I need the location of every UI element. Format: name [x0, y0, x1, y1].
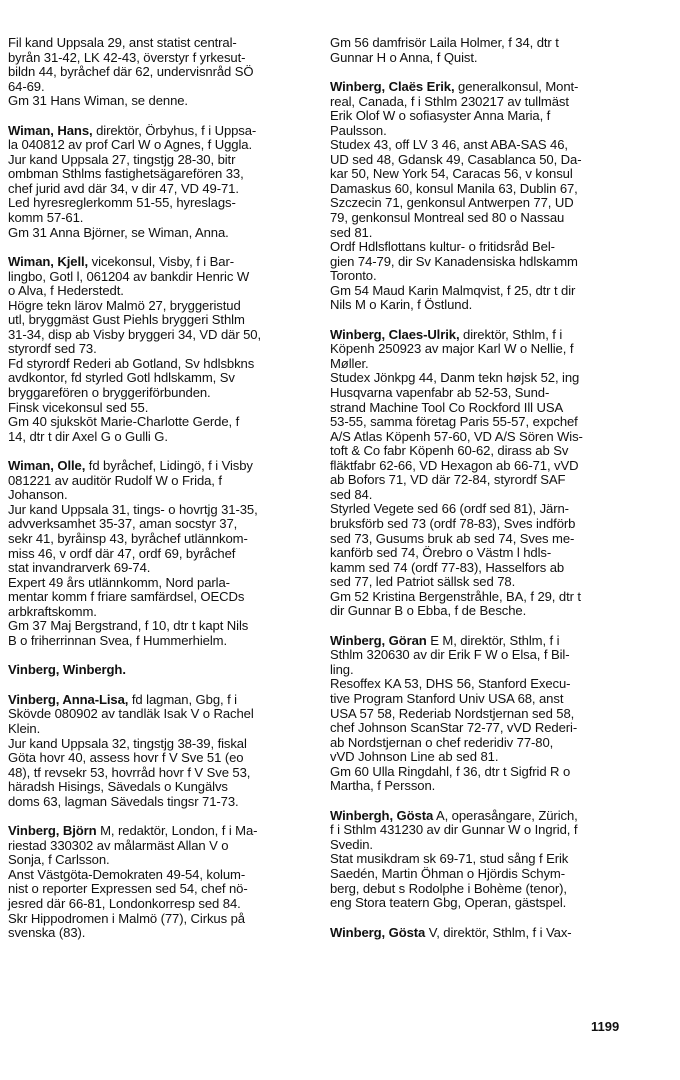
entry-paragraph — [8, 299, 314, 357]
entry-text: fd lagman, Gbg, f i Skövde 080902 av tandläk Isak V o Rachel Klein. — [8, 691, 254, 736]
entry-text: Ordf Hdlsflottans kultur- o fritidsråd Bel- gien 74-79, dir Sv Kanadensiska hdlskamm Toronto. — [330, 239, 578, 284]
biography-entry — [8, 693, 314, 809]
entry-paragraph — [8, 255, 314, 299]
entry-name: Wiman, Hans, — [8, 122, 93, 138]
entry-paragraph — [8, 459, 314, 503]
biography-entry — [330, 809, 636, 911]
entry-paragraph — [330, 809, 636, 853]
entry-name: Winberg, Gösta — [330, 924, 426, 940]
entry-text: E M, direktör, Sthlm, f i Sthlm 320630 av dir Erik F W o Elsa, f Bil- ling. — [330, 632, 570, 677]
entry-text: Gm 31 Anna Björner, se Wiman, Anna. — [8, 224, 229, 240]
entry-name: Winbergh, Gösta — [330, 807, 434, 823]
entry-paragraph — [8, 357, 314, 401]
entry-paragraph — [330, 502, 636, 589]
entry-text: Jur kand Uppsala 32, tingstjg 38-39, fiskal Göta hovr 40, assess hovr f V Sve 51 (eo 48), tf revsekr 53, hovrråd hovr f V Sve 53, häradsh Hisings, Sävedals o Kungälvs doms 63, lagman Sävedals tingsr 71-73. — [8, 735, 251, 809]
entry-paragraph — [330, 371, 636, 502]
entry-paragraph — [330, 852, 636, 910]
entry-paragraph — [330, 590, 636, 619]
entry-text: Fil kand Uppsala 29, anst statist central- byrån 31-42, LK 42-43, överstyr f yrkesut- bildn 44, byråchef där 62, undervisnråd SÖ 64-69. — [8, 35, 254, 94]
entry-text: generalkonsul, Mont- real, Canada, f i Sthlm 230217 av tullmäst Erik Olof W o sofiasyster Anna Maria, f Paulsson. — [330, 79, 579, 138]
entry-text: Studex 43, off LV 3 46, anst ABA-SAS 46, UD sed 48, Gdansk 49, Casablanca 50, Da- kar 50, New York 54, Caracas 56, v konsul Damaskus 60, konsul Manila 63, Dublin 67, Szczecin 71, genkonsul Antwerpen 77, UD 79, genkonsul Montreal sed 80 o Nassau sed 81. — [330, 137, 582, 240]
biography-entry — [8, 824, 314, 940]
entry-text: Resoffex KA 53, DHS 56, Stanford Execu- tive Program Stanford Univ USA 68, anst USA 57 58, Rederiab Nordstjernan sed 58, chef Johnson ScanStar 72-77, vVD Rederi- ab Nordstjernan o chef rederidiv 77-80, vVD Johnson Line ab sed 81. — [330, 676, 578, 765]
entry-paragraph — [8, 663, 314, 678]
entry-name: Vinberg, Winbergh. — [8, 662, 126, 678]
entry-paragraph — [330, 677, 636, 764]
entry-text: A, operasångare, Zürich, f i Sthlm 431230 av dir Gunnar W o Ingrid, f Svedin. — [330, 807, 578, 852]
entry-text: Gm 37 Maj Bergstrand, f 10, dtr t kapt Nils B o friherrinnan Svea, f Hummerhielm. — [8, 618, 249, 648]
biography-entry — [330, 634, 636, 794]
entry-paragraph — [330, 240, 636, 284]
biography-entry — [8, 36, 314, 109]
entry-paragraph — [330, 926, 636, 941]
entry-name: Wiman, Kjell, — [8, 254, 89, 270]
entry-text: Jur kand Uppsala 31, tings- o hovrtjg 31-35, advverksamhet 35-37, aman socstyr 37, sekr 41, byråinsp 43, byråchef utlännkom- miss 46, v ordf där 47, ordf 69, byråchef stat invandrarverk 69-74. — [8, 501, 258, 576]
entry-paragraph — [8, 693, 314, 737]
biography-entry — [330, 328, 636, 619]
entry-text: Gm 52 Kristina Bergenstråhle, BA, f 29, dtr t dir Gunnar B o Ebba, f de Besche. — [330, 588, 581, 619]
right-column — [330, 36, 636, 955]
entry-paragraph — [8, 576, 314, 620]
entry-paragraph — [8, 503, 314, 576]
entry-name: Wiman, Olle, — [8, 458, 86, 474]
entry-text: Stat musikdram sk 69-71, stud sång f Erik Saedén, Martin Öhman o Hjördis Schym- berg, debut s Rodolphe i Bohème (tenor), eng Stora teatern Gbg, Operan, gästspel. — [330, 851, 569, 911]
entry-text: Jur kand Uppsala 27, tingstjg 28-30, bitr ombman Sthlms fastighetsägarefören 33, chef jurid avd där 34, v dir 47, VD 49-71. — [8, 151, 244, 196]
entry-text: Anst Västgöta-Demokraten 49-54, kolum- nist o reporter Expressen sed 54, chef nö- jesred där 66-81, Londonkorresp sed 84. — [8, 866, 248, 911]
entry-paragraph — [8, 36, 314, 94]
page-number: 1199 — [591, 1019, 620, 1034]
entry-paragraph — [8, 619, 314, 648]
entry-paragraph — [330, 328, 636, 372]
entry-text: Gm 60 Ulla Ringdahl, f 36, dtr t Sigfrid R o Martha, f Persson. — [330, 763, 571, 794]
entry-paragraph — [8, 226, 314, 241]
entry-text: direktör, Örbyhus, f i Uppsa- la 040812 av prof Carl W o Agnes, f Uggla. — [8, 122, 257, 153]
biography-entry — [8, 255, 314, 444]
biography-entry — [8, 124, 314, 240]
biography-entry — [330, 80, 636, 313]
entry-name: Vinberg, Anna-Lisa, — [8, 691, 129, 707]
biography-entry — [8, 459, 314, 648]
entry-text: Högre tekn lärov Malmö 27, bryggeristud utl, bryggmäst Gust Piehls bryggeri Sthlm 31-34, disp ab Visby bryggeri 34, VD där 50, styrordf sed 73. — [8, 297, 262, 357]
entry-paragraph — [8, 415, 314, 444]
entry-text: fd byråchef, Lidingö, f i Visby 081221 av auditör Rudolf W o Frida, f Johanson. — [8, 458, 253, 503]
entry-text: Gm 31 Hans Wiman, se denne. — [8, 93, 188, 109]
entry-paragraph — [330, 284, 636, 313]
entry-name: Winberg, Göran — [330, 632, 427, 648]
entry-name: Winberg, Claës Erik, — [330, 79, 455, 95]
entry-text: Gm 40 sjukskōt Marie-Charlotte Gerde, f 14, dtr t dir Axel G o Gulli G. — [8, 414, 240, 444]
entry-text: Gm 54 Maud Karin Malmqvist, f 25, dtr t dir Nils M o Karin, f Östlund. — [330, 282, 576, 313]
entry-paragraph — [330, 138, 636, 240]
entry-paragraph — [8, 868, 314, 912]
entry-paragraph — [330, 765, 636, 794]
entry-paragraph — [8, 153, 314, 197]
entry-text: Styrled Vegete sed 66 (ordf sed 81), Järn- bruksförb sed 73 (ordf 78-83), Sves indförb sed 73, Gusums bruk ab sed 74, Sves me- kanförb sed 74, Örebro o Västm l hdls- kamm sed 74 (ordf 77-83), Hasselfors ab sed 77, led Patriot sällsk sed 78. — [330, 501, 576, 590]
left-column — [8, 36, 314, 956]
entry-paragraph — [8, 912, 314, 941]
entry-text: Finsk vicekonsul sed 55. — [8, 399, 149, 415]
entry-name: Winberg, Claes-Ulrik, — [330, 326, 460, 342]
entry-text: M, redaktör, London, f i Ma- riestad 330302 av målarmäst Allan V o Sonja, f Carlsson. — [8, 823, 258, 868]
entry-paragraph — [330, 80, 636, 138]
entry-text: Led hyresreglerkomm 51-55, hyreslags- komm 57-61. — [8, 195, 236, 226]
entry-text: Fd styrordf Rederi ab Gotland, Sv hdlsbkns avdkontor, fd styrled Gotl hdlskamm, Sv bryggarefören o bryggeriförbunden. — [8, 355, 255, 401]
entry-name: Vinberg, Björn — [8, 823, 97, 839]
biography-entry — [330, 926, 636, 941]
biography-entry — [8, 663, 314, 678]
entry-text: Skr Hippodromen i Malmö (77), Cirkus på svenska (83). — [8, 910, 245, 941]
entry-text: Gm 56 damfrisör Laila Holmer, f 34, dtr t Gunnar H o Anna, f Quist. — [330, 35, 559, 65]
entry-text: V, direktör, Sthlm, f i Vax- — [425, 924, 572, 940]
entry-paragraph — [330, 36, 636, 65]
entry-paragraph — [8, 196, 314, 225]
entry-paragraph — [8, 737, 314, 810]
entry-text: direktör, Sthlm, f i Köpenh 250923 av major Karl W o Nellie, f Møller. — [330, 326, 574, 371]
entry-paragraph — [8, 94, 314, 109]
entry-text: Expert 49 års utlännkomm, Nord parla- mentar komm f friare samfärdsel, OECDs arbkraftskomm. — [8, 574, 245, 619]
entry-paragraph — [8, 401, 314, 416]
entry-paragraph — [8, 824, 314, 868]
biography-entry — [330, 36, 636, 65]
entry-paragraph — [8, 124, 314, 153]
entry-text: Studex Jönkpg 44, Danm tekn højsk 52, ing Husqvarna vapenfabr ab 52-53, Sund- strand Machine Tool Co Rockford Ill USA 53-55, samma företag Paris 55-57, expchef A/S Atlas Köpenh 57-60, VD A/S Sören Wis- toft & Co fabr Köpenh 60-62, dirass ab Sv fläktfabr 62-66, VD Hexagon ab 66-71, vVD ab Bofors 71, VD där 72-84, styrordf SAF sed 84. — [330, 370, 583, 502]
entry-paragraph — [330, 634, 636, 678]
entry-text: vicekonsul, Visby, f i Bar- lingbo, Gotl l, 061204 av bankdir Henric W o Alva, f Hederstedt. — [8, 254, 250, 299]
